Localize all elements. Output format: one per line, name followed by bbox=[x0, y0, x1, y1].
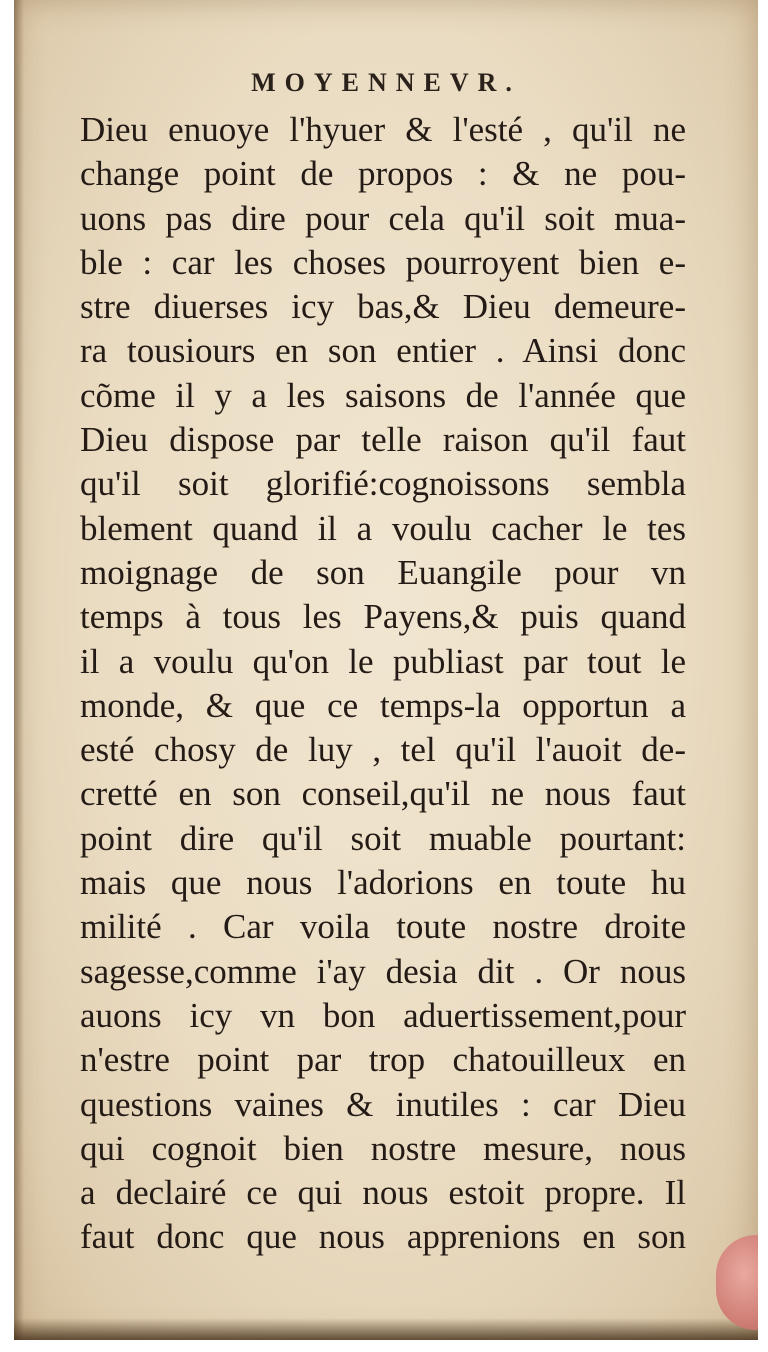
page-gutter-shadow bbox=[14, 0, 24, 1340]
text-line: temps à tous les Payens,& puis quand bbox=[80, 597, 686, 637]
text-line: Dieu dispose par telle raison qu'il faut bbox=[80, 420, 686, 460]
text-line: questions vaines & inutiles : car Dieu bbox=[80, 1084, 686, 1124]
text-line: il a voulu qu'on le publiast par tout le bbox=[80, 641, 686, 681]
running-head: MOYENNEVR. bbox=[251, 68, 521, 97]
text-line: mais que nous l'adorions en toute hu bbox=[80, 863, 686, 903]
text-line: cõme il y a les saisons de l'année que bbox=[80, 375, 686, 415]
text-line: Dieu enuoye l'hyuer & l'esté , qu'il ne bbox=[80, 110, 686, 149]
text-line: stre diuerses icy bas,& Dieu demeure- bbox=[80, 287, 686, 327]
body-text bbox=[80, 108, 686, 1260]
text-line: sagesse,comme i'ay desia dit . Or nous bbox=[80, 951, 686, 991]
book-page bbox=[14, 0, 758, 1340]
text-line: monde, & que ce temps-la opportun a bbox=[80, 685, 686, 725]
thumb-image bbox=[716, 1235, 758, 1330]
text-line: qu'il soit glorifié:cognoissons sembla bbox=[80, 464, 686, 504]
text-line: milité . Car voila toute nostre droite bbox=[80, 907, 686, 947]
text-line: esté chosy de luy , tel qu'il l'auoit de- bbox=[80, 730, 686, 770]
text-line: n'estre point par trop chatouilleux en bbox=[80, 1040, 686, 1080]
text-line: uons pas dire pour cela qu'il soit mua- bbox=[80, 198, 686, 238]
page-bottom-edge bbox=[14, 1318, 758, 1340]
text-line: change point de propos : & ne pou- bbox=[80, 154, 686, 194]
text-line: faut donc que nous apprenions en son bbox=[80, 1217, 686, 1257]
text-line: moignage de son Euangile pour vn bbox=[80, 552, 686, 592]
text-line: qui cognoit bien nostre mesure, nous bbox=[80, 1128, 686, 1168]
text-line: a declairé ce qui nous estoit propre. Il bbox=[80, 1173, 686, 1213]
text-line: point dire qu'il soit muable pourtant: bbox=[80, 818, 686, 858]
text-line: auons icy vn bon aduertissement,pour bbox=[80, 995, 686, 1035]
text-line: blement quand il a voulu cacher le tes bbox=[80, 508, 686, 548]
text-line: cretté en son conseil,qu'il ne nous faut bbox=[80, 774, 686, 814]
text-line: ra tousiours en son entier . Ainsi donc bbox=[80, 331, 686, 371]
text-line: ble : car les choses pourroyent bien e- bbox=[80, 242, 686, 282]
